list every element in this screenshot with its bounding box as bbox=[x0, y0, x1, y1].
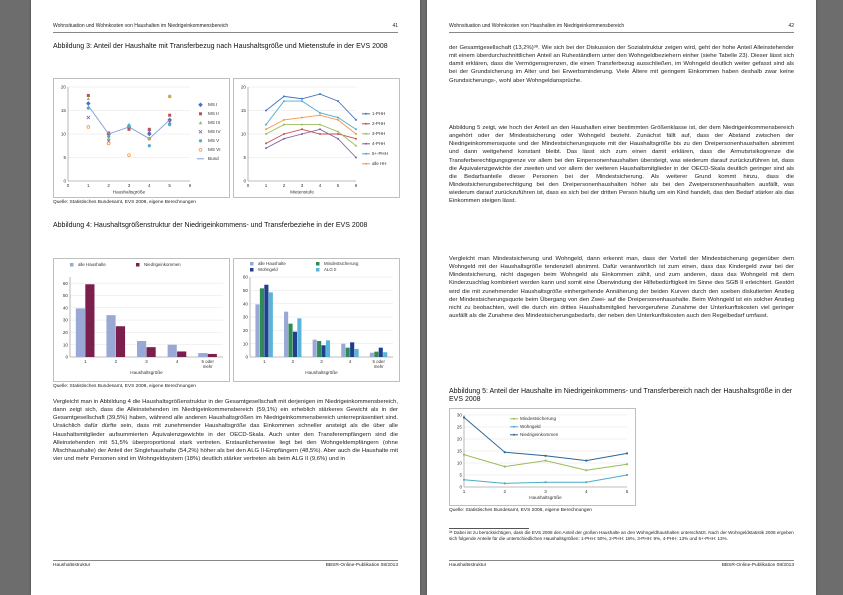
data-point bbox=[301, 117, 303, 119]
bar-alg-ii bbox=[326, 340, 330, 357]
x-tick-label: 6 bbox=[354, 183, 358, 188]
data-point bbox=[337, 117, 339, 119]
bar-wohngeld bbox=[293, 332, 297, 357]
y-tick-label: 20 bbox=[62, 329, 68, 335]
legend-label-niedrigeinkommen: Niedrigeinkommen bbox=[144, 262, 181, 267]
data-point bbox=[463, 479, 465, 481]
chart-share-by-household-size bbox=[449, 408, 636, 506]
data-point bbox=[86, 101, 91, 106]
y-tick-label: 30 bbox=[456, 412, 462, 418]
bar-wohngeld bbox=[322, 345, 326, 357]
y-tick-label: 15 bbox=[60, 108, 66, 114]
y-tick-label: 20 bbox=[242, 327, 248, 333]
x-tick-label: 5 bbox=[168, 183, 171, 188]
legend-swatch bbox=[70, 263, 74, 267]
figure-source: Quelle: Statistisches Bundesamt, EVS 2008, eigene Berechnungen bbox=[53, 200, 196, 205]
bar-niedrigeinkommen bbox=[147, 347, 156, 357]
legend-label-niedrigeinkommen: Niedrigeinkommen bbox=[520, 432, 559, 437]
x-tick-label: 3 bbox=[320, 359, 323, 364]
x-axis-title: Mietenstufe bbox=[290, 189, 314, 195]
legend-label-2-phh: 2-PHH bbox=[372, 121, 386, 126]
data-point bbox=[626, 452, 628, 454]
x-tick-label: 5 oder bbox=[372, 359, 385, 364]
bar-niedrigeinkommen bbox=[85, 284, 94, 357]
legend-swatch bbox=[250, 268, 254, 272]
page-header bbox=[53, 22, 398, 33]
legend-label-3-phh: 3-PHH bbox=[372, 131, 386, 136]
legend-label-alle-hh: alle HH bbox=[372, 161, 387, 166]
bar-alg-ii bbox=[297, 318, 301, 357]
bar-niedrigeinkommen bbox=[177, 351, 186, 357]
legend-marker bbox=[513, 418, 515, 420]
data-point bbox=[148, 144, 151, 147]
body-paragraph: Abbildung 5 zeigt, wie hoch der Anteil an den Haushalten einer bestimmten Größenklasse ist, der dem Niedrigeinkommensbereich angehört oder der Mindestsicherung oder Wohngeld bezieht. Zunächst fällt auf, dass der Abstand zwischen der Niedrigeinkommensquote und der Mindestsicherungsquote mit der Haushaltsgröße bis zu den Dreipersonenhaushalten abnimmt und dann weitgehend konstant bleibt. Das lässt sich zum einen damit erklären, dass die Armutsrisikogrenze die Transferberechtigungsgrenze vor allem bei den Einpersonenhaushalten übersteigt, was wiederum darauf zurückzuführen ist, dass die Äquivalenzgewichte der zweiten und vor allem der weiteren Haushaltsmitglieder in der OECD-Skala deutlich geringer sind als die Bedarfsanteile dieser Personen bei der Mindestsicherung. Als weiterer Grund kommt hinzu, dass die Mindestsicherungsberechtigung bei den Dreipersonenhaushalten höher als bei den Zweipersonenhaushalten ausfällt, was wiederum darauf zurückzuführen ist, dass es sich bei der dritten Person häufig um ein Kind handelt, das den Bedarf stärker als das Einkommen steigen lässt. bbox=[449, 125, 794, 205]
legend-label-alg-ii: ALG II bbox=[324, 267, 337, 272]
y-tick-label: 15 bbox=[240, 108, 246, 114]
x-tick-label: 2 bbox=[503, 489, 507, 494]
data-point bbox=[504, 482, 506, 484]
data-point bbox=[283, 95, 285, 97]
legend-marker bbox=[365, 163, 367, 165]
data-point bbox=[355, 138, 357, 140]
data-point bbox=[283, 124, 285, 126]
footer-left: Haushaltsstruktur bbox=[53, 563, 91, 568]
bar-alg-ii bbox=[355, 349, 359, 357]
y-tick-label: 50 bbox=[242, 287, 248, 293]
legend-marker bbox=[513, 434, 515, 436]
y-tick-label: 0 bbox=[459, 484, 462, 490]
data-point bbox=[544, 481, 546, 483]
x-tick-label: 3 bbox=[544, 489, 547, 494]
x-tick-label: 1 bbox=[264, 183, 268, 188]
x-tick-label: 4 bbox=[584, 489, 588, 494]
legend-swatch bbox=[250, 262, 254, 266]
data-point bbox=[544, 460, 546, 462]
data-point bbox=[585, 460, 587, 462]
page-footer bbox=[449, 560, 794, 570]
data-point bbox=[87, 97, 91, 100]
data-point bbox=[87, 116, 90, 119]
y-tick-label: 25 bbox=[456, 424, 462, 430]
x-tick-label: 1 bbox=[263, 359, 266, 364]
data-point bbox=[319, 112, 321, 114]
data-point bbox=[319, 128, 321, 130]
legend-label-mindestsicherung: Mindestsicherung bbox=[324, 261, 359, 266]
legend-label-ms-i: MS I bbox=[208, 102, 218, 107]
legend-label-1-phh: 1-PHH bbox=[372, 111, 386, 116]
x-axis-title: Haushaltsgröße bbox=[112, 189, 146, 195]
bar-wohngeld bbox=[379, 348, 383, 357]
x-axis-title: Haushaltsgröße bbox=[130, 370, 163, 375]
data-point bbox=[626, 463, 628, 465]
bar-alle-haushalte bbox=[370, 353, 374, 357]
data-point bbox=[319, 124, 321, 126]
data-point bbox=[337, 133, 339, 135]
data-point bbox=[87, 126, 90, 129]
y-tick-label: 40 bbox=[62, 305, 68, 311]
y-tick-label: 10 bbox=[62, 342, 68, 348]
y-tick-label: 10 bbox=[456, 460, 462, 466]
legend-label-wohngeld: Wohngeld bbox=[520, 424, 541, 429]
x-tick-label: 2 bbox=[114, 359, 118, 364]
footer-right: BBSR-Online-Publikation 08/2013 bbox=[325, 563, 398, 568]
x-tick-label: 2 bbox=[107, 183, 110, 188]
legend-label-ms-vi: MS VI bbox=[208, 147, 221, 152]
data-point bbox=[283, 138, 285, 140]
figure-caption: Abbildung 3: Anteil der Haushalte mit Transferbezug nach Haushaltsgröße und Mietenstufe in der EVS 2008 bbox=[53, 43, 388, 50]
data-point bbox=[337, 119, 339, 121]
y-tick-label: 0 bbox=[243, 178, 246, 184]
footnote: ³⁸ Dabei ist zu berücksichtigen, dass die EVS 2008 den Anteil der großen Haushalte an den Wohngeldhaushalten unterschätzt. Nach der Wohngeldstatistik 2008 ergeben sich folgende Anteile für die unterschiedlichen Haushaltsgrößen: 1-PHH: 50%, 2-PHH: 18%, 3-PHH: 9%, 4-PHH: 13% und 5+-PHH: 13%. bbox=[449, 530, 794, 541]
data-point bbox=[198, 103, 203, 108]
data-point bbox=[301, 98, 303, 100]
legend-label-ms-iii: MS III bbox=[208, 120, 220, 125]
body-paragraph: Vergleicht man in Abbildung 4 die Haushaltsgrößenstruktur in der Gesamtgesellschaft mit derjenigen im Niedrigeinkommensbereich, dann zeigt sich, dass die Alleinstehenden im Niedrigeinkommensbereich (59,1%) ein erheblich stärkeres Gewicht als in der Gesamtgesellschaft (39,5%) haben, während alle anderen Haushaltsgrößen im Niedrigeinkommensbereich unterrepräsentiert sind. Ursächlich dafür dürfte sein, dass mit zunehmender Haushaltsgröße das Einkommen schneller ansteigt als die über alle Haushaltsmitglieder aufsummierten Äquivalenzgewichte in der OECD-Skala. Auch unter den Transferempfängern sind die Alleinstehenden mit 51,5% überproportional stark vertreten. Erstaunlicherweise liegt bei den Wohngeldempfängern (ohne Mischhaushalte) der Anteil der Singlehaushalte (54,2%) höher als bei den ALG II-Empfängern (48,5%). Aber auch die Haushalte mit vier und mehr Personen sind im Wohngeldsystem (18%) deutlich stärker vertreten als beim ALG II (9,6%) und in bbox=[53, 399, 398, 463]
data-point bbox=[265, 110, 267, 112]
series-line-4-phh bbox=[266, 129, 356, 157]
y-tick-label: 20 bbox=[60, 84, 66, 90]
legend-marker bbox=[365, 153, 367, 155]
y-tick-label: 50 bbox=[62, 293, 68, 299]
y-tick-label: 10 bbox=[60, 131, 66, 137]
legend-marker bbox=[365, 143, 367, 145]
bar-niedrigeinkommen bbox=[116, 326, 125, 357]
y-tick-label: 5 bbox=[459, 472, 462, 478]
x-tick-label: 0 bbox=[66, 183, 70, 188]
data-point bbox=[319, 93, 321, 95]
bar-alg-ii bbox=[383, 352, 387, 357]
bar-mindestsicherung bbox=[288, 324, 292, 357]
x-tick-label: 4 bbox=[175, 359, 179, 364]
page-footer bbox=[53, 560, 398, 570]
x-tick-label: 5 oder bbox=[201, 359, 214, 364]
bar-alle-haushalte bbox=[198, 353, 207, 357]
bar-alle-haushalte bbox=[284, 312, 288, 357]
legend-swatch bbox=[136, 263, 140, 267]
x-tick-label: 4 bbox=[348, 359, 352, 364]
page-left bbox=[31, 0, 420, 595]
figure-source: Quelle: Statistisches Bundesamt, EVS 2008, eigene Berechnungen bbox=[449, 508, 592, 513]
y-tick-label: 0 bbox=[245, 354, 248, 360]
bar-alg-ii bbox=[269, 292, 273, 357]
page-number: 41 bbox=[392, 23, 398, 29]
legend-marker bbox=[513, 426, 515, 428]
bar-alle-haushalte bbox=[76, 308, 85, 357]
data-point bbox=[199, 112, 202, 115]
body-paragraph: der Gesamtgesellschaft (13,2%)³⁸. Wie sich bei der Diskussion der Sozialstruktur zeigen wird, geht der hohe Anteil Alleinstehender mit einem überdurchschnittlichen Anteil an Ruheständlern unter den Wohngeldbeziehern einher (siehe Tabelle 23). Dieser lässt sich damit erklären, dass die Vermögensgrenzen, die einen Transferbezug ausschließen, im Wohngeld deutlich weiter gefasst sind als bei der Grundsicherung im Alter und bei Erwerbsminderung. Viele Ältere mit geringem Einkommen haben deshalb zwar keine Grundsicherungs-, wohl aber Wohngeldansprüche. bbox=[449, 45, 794, 84]
legend-marker bbox=[365, 133, 367, 135]
legend-label-ms-ii: MS II bbox=[208, 111, 219, 116]
data-point bbox=[463, 454, 465, 456]
series-line-3-phh bbox=[266, 125, 356, 146]
data-point bbox=[107, 135, 110, 138]
bar-mindestsicherung bbox=[374, 352, 378, 357]
legend-swatch bbox=[316, 262, 320, 266]
data-point bbox=[355, 133, 357, 135]
x-tick-label: 5 bbox=[625, 489, 629, 494]
x-tick-label: 0 bbox=[246, 183, 250, 188]
y-tick-label: 20 bbox=[240, 84, 246, 90]
data-point bbox=[337, 100, 339, 102]
x-tick-label: 3 bbox=[127, 183, 131, 188]
x-tick-label: 5 bbox=[336, 183, 340, 188]
data-point bbox=[283, 133, 285, 135]
data-point bbox=[301, 124, 303, 126]
chart-svg bbox=[54, 259, 229, 381]
y-tick-label: 10 bbox=[240, 131, 246, 137]
chart-transfer-by-household-size bbox=[53, 78, 230, 198]
bar-alle-haushalte bbox=[255, 304, 259, 357]
data-point bbox=[463, 416, 465, 418]
x-tick-label: 3 bbox=[300, 183, 304, 188]
data-point bbox=[337, 138, 339, 140]
data-point bbox=[199, 139, 202, 142]
bar-alle-haushalte bbox=[137, 341, 146, 357]
data-point bbox=[355, 128, 357, 130]
chart-svg bbox=[234, 259, 399, 381]
y-tick-label: 40 bbox=[242, 301, 248, 307]
data-point bbox=[355, 145, 357, 147]
y-tick-label: 30 bbox=[242, 314, 248, 320]
bar-alle-haushalte bbox=[168, 345, 177, 357]
data-point bbox=[626, 474, 628, 476]
y-tick-label: 0 bbox=[65, 354, 68, 360]
page-header bbox=[449, 22, 794, 33]
y-tick-label: 5 bbox=[63, 155, 66, 161]
legend-marker bbox=[365, 123, 367, 125]
legend-label-mindestsicherung: Mindestsicherung bbox=[520, 416, 557, 421]
data-point bbox=[283, 119, 285, 121]
data-point bbox=[168, 114, 171, 117]
y-tick-label: 20 bbox=[456, 436, 462, 442]
bar-mindestsicherung bbox=[346, 348, 350, 357]
y-tick-label: 15 bbox=[456, 448, 462, 454]
data-point bbox=[107, 142, 110, 145]
data-point bbox=[585, 481, 587, 483]
page-right bbox=[427, 0, 816, 595]
bar-alle-haushalte bbox=[106, 315, 115, 357]
data-point bbox=[319, 114, 321, 116]
data-point bbox=[265, 147, 267, 149]
chart-household-size-low-income bbox=[53, 258, 230, 382]
data-point bbox=[128, 154, 131, 157]
figure-caption: Abbildung 4: Haushaltsgrößenstruktur der Niedrigeinkommens- und Transferbeziehe in der EVS 2008 bbox=[53, 222, 368, 229]
body-paragraph: Vergleicht man Mindestsicherung und Wohngeld, dann erkennt man, dass der Vorteil der Mindestsicherung gegenüber dem Wohngeld mit der Haushaltsgröße tendenziell abnimmt. Dafür verantwortlich ist zum einen, dass das Kindergeld zwar bei der Mindestsicherung, nicht dagegen beim Wohngeld als Einkommen zählt, und zum anderen, dass das Wohngeld mit dem Kinderzuschlag kombiniert werden kann und somit eine Überwindung der Hilfebedürftigkeit im Sinne des SGB II erleichtert. Gestört wird die mit zunehmender Haushaltsgröße einhergehende Annäherung der beiden Kurven durch den soeben diskutierten Anstieg der Mindestsicherungsquote beim Übergang von den Zwei- auf die Dreipersonenhaushalte. Beim Wohngeld ist ein solcher Anstieg nicht zu beobachten, weil die durch ein drittes Haushaltsmitglied hervorgerufene Zunahme der Unterkunftskosten viel geringer ausfällt als die Zunahme des Mindestsicherungsbedarfs, der neben den Unterkunftskosten auch den Regelbedarf umfasst. bbox=[449, 256, 794, 320]
data-point bbox=[319, 133, 321, 135]
chart-svg bbox=[234, 79, 399, 197]
x-tick-label: 4 bbox=[318, 183, 322, 188]
bar-wohngeld bbox=[264, 285, 268, 357]
x-tick-label: mehr bbox=[373, 364, 384, 369]
legend-label-bund: Bund bbox=[208, 156, 219, 161]
data-point bbox=[265, 133, 267, 135]
data-point bbox=[168, 123, 171, 126]
legend-label-alle-haushalte: alle Haushalte bbox=[78, 262, 106, 267]
footer-left: Haushaltsstruktur bbox=[449, 563, 487, 568]
chart-svg bbox=[54, 79, 229, 197]
bar-wohngeld bbox=[350, 342, 354, 357]
data-point bbox=[301, 133, 303, 135]
bar-niedrigeinkommen bbox=[208, 354, 217, 357]
data-point bbox=[504, 451, 506, 453]
x-tick-label: 4 bbox=[148, 183, 151, 188]
data-point bbox=[265, 124, 267, 126]
legend-swatch bbox=[316, 268, 320, 272]
bar-alle-haushalte bbox=[341, 344, 345, 357]
series-line-mindestsicherung bbox=[464, 455, 627, 471]
data-point bbox=[585, 469, 587, 471]
x-tick-label: 2 bbox=[282, 183, 286, 188]
data-point bbox=[265, 142, 267, 144]
data-point bbox=[265, 128, 267, 130]
chart-svg bbox=[450, 409, 635, 505]
data-point bbox=[355, 119, 357, 121]
legend-label-5-phh: 5+-PHH bbox=[372, 151, 388, 156]
data-point bbox=[87, 94, 90, 97]
data-point bbox=[504, 466, 506, 468]
legend-label-ms-iv: MS IV bbox=[208, 129, 221, 134]
x-tick-label: 1 bbox=[87, 183, 90, 188]
legend-label-alle-haushalte: alle Haushalte bbox=[258, 261, 286, 266]
data-point bbox=[199, 130, 202, 133]
data-point bbox=[337, 131, 339, 133]
figure-source: Quelle: Statistisches Bundesamt, EVS 2008, eigene Berechnungen bbox=[53, 384, 196, 389]
header-title: Wohnsituation und Wohnkosten von Haushalten im Niedrigeinkommensbereich bbox=[449, 23, 625, 29]
figure-caption: Abbildung 5: Anteil der Haushalte im Niedrigeinkommens- und Transferbereich nach der Haushaltsgröße in der EVS 2008 bbox=[449, 388, 793, 404]
bar-mindestsicherung bbox=[260, 288, 264, 357]
data-point bbox=[301, 100, 303, 102]
x-tick-label: 1 bbox=[462, 489, 466, 494]
x-axis-title: Haushaltsgröße bbox=[305, 370, 338, 375]
y-tick-label: 60 bbox=[62, 280, 68, 286]
x-tick-label: mehr bbox=[202, 364, 213, 369]
chart-transfer-by-rent-level bbox=[233, 78, 400, 198]
y-tick-label: 30 bbox=[62, 317, 68, 323]
x-tick-label: 6 bbox=[188, 183, 192, 188]
x-tick-label: 3 bbox=[145, 359, 148, 364]
data-point bbox=[199, 121, 203, 124]
x-axis-title: Haushaltsgröße bbox=[529, 495, 562, 500]
data-point bbox=[301, 128, 303, 130]
footer-right: BBSR-Online-Publikation 08/2013 bbox=[721, 563, 794, 568]
bar-alle-haushalte bbox=[313, 340, 317, 357]
legend-marker bbox=[365, 113, 367, 115]
x-tick-label: 2 bbox=[291, 359, 295, 364]
bar-mindestsicherung bbox=[317, 341, 321, 357]
data-point bbox=[199, 148, 202, 151]
page-number: 42 bbox=[788, 23, 794, 29]
data-point bbox=[544, 455, 546, 457]
legend-label-ms-v: MS V bbox=[208, 138, 220, 143]
legend-label-wohngeld: Wohngeld bbox=[258, 267, 278, 272]
data-point bbox=[147, 132, 152, 137]
legend-label-4-phh: 4-PHH bbox=[372, 141, 386, 146]
x-tick-label: 1 bbox=[84, 359, 87, 364]
y-tick-label: 60 bbox=[242, 274, 248, 280]
y-tick-label: 5 bbox=[243, 155, 246, 161]
y-tick-label: 10 bbox=[242, 341, 248, 347]
data-point bbox=[355, 157, 357, 159]
footnote-rule bbox=[449, 528, 529, 529]
data-point bbox=[283, 100, 285, 102]
chart-household-size-transfers bbox=[233, 258, 400, 382]
y-tick-label: 0 bbox=[63, 178, 66, 184]
header-title: Wohnsituation und Wohnkosten von Haushalten im Niedrigeinkommensbereich bbox=[53, 23, 229, 29]
